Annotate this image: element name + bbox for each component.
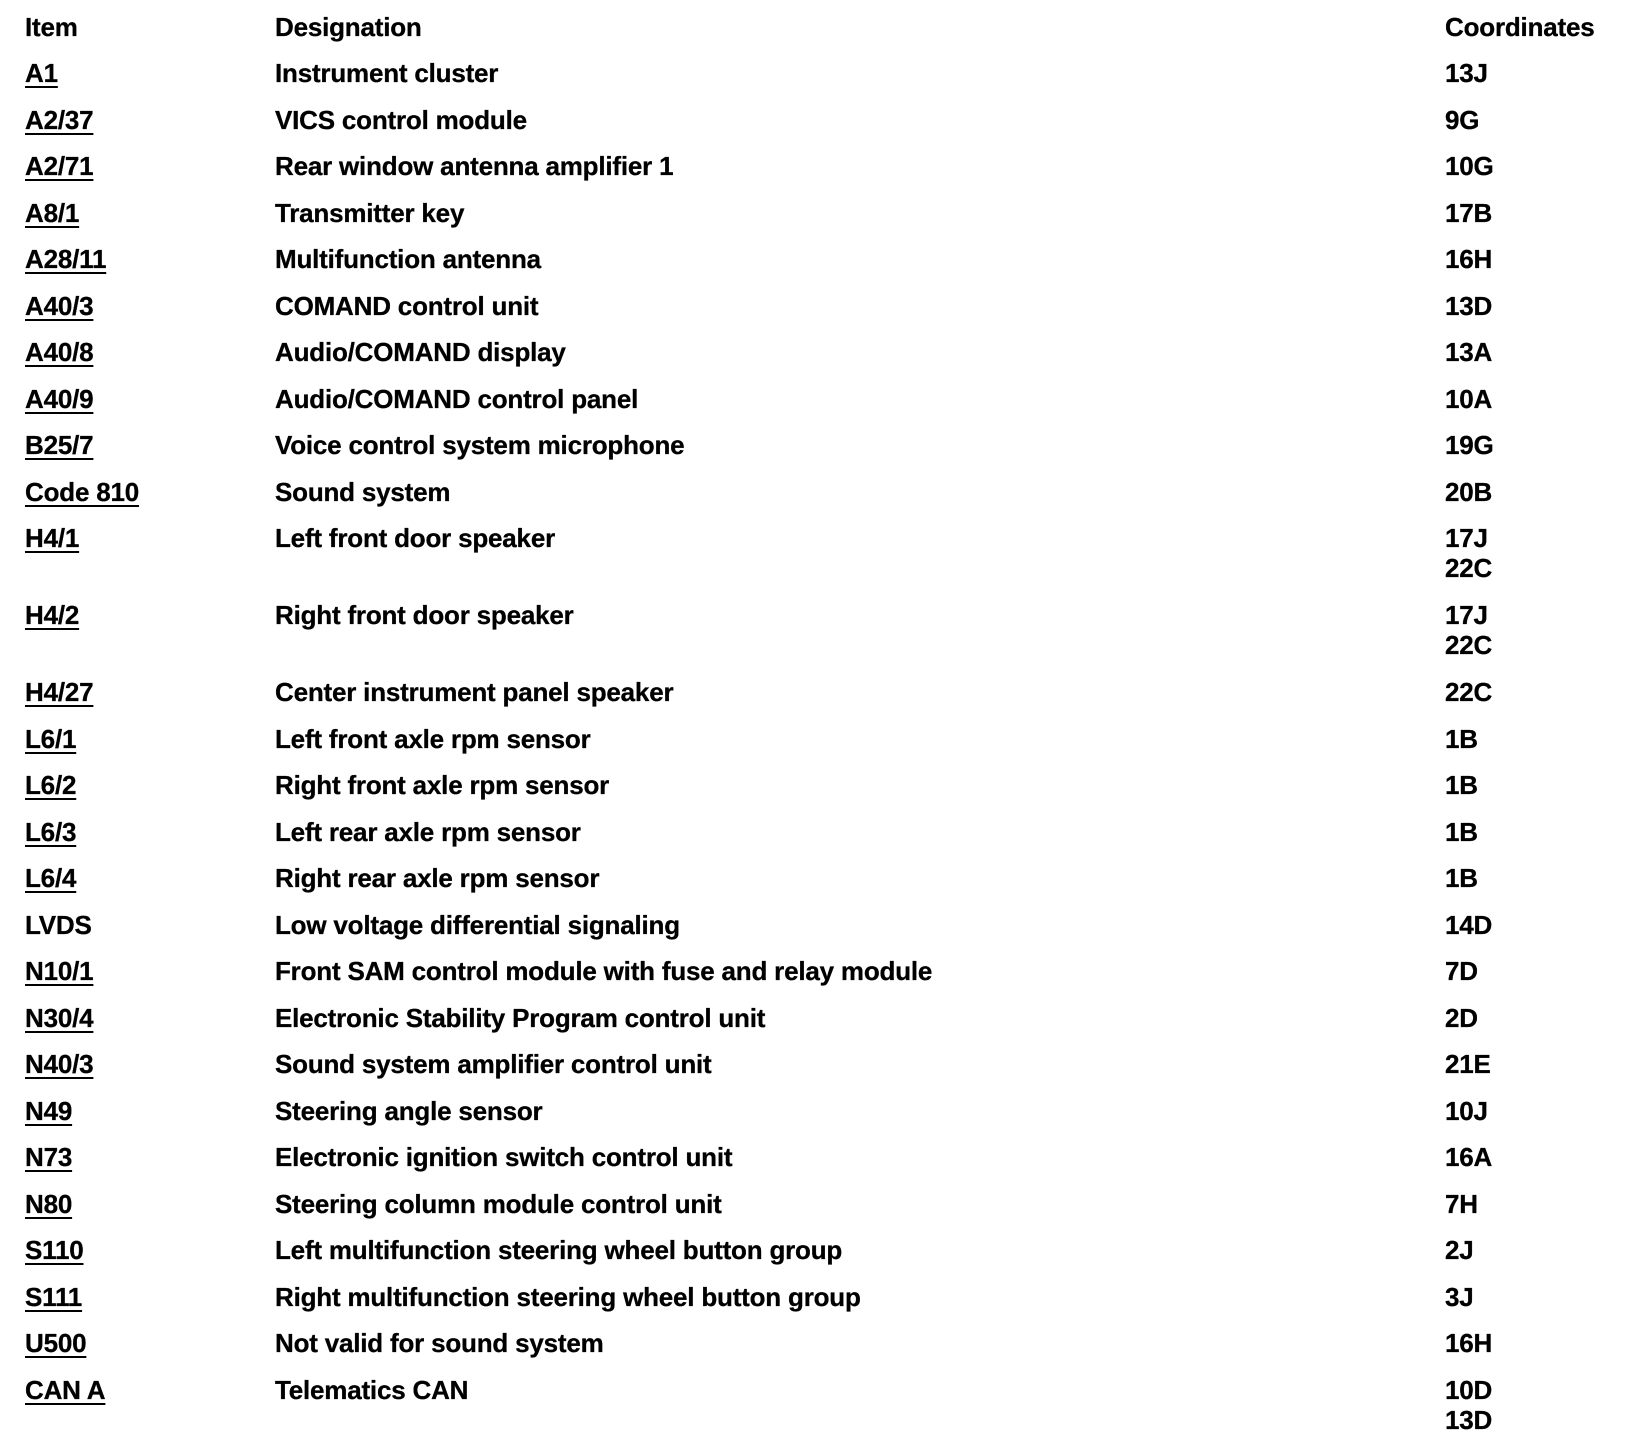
item-cell: [25, 724, 275, 754]
item-cell: [25, 770, 275, 800]
item-cell: [25, 244, 275, 274]
coordinate-value: 17J: [1445, 523, 1488, 553]
item-cell: [25, 1189, 275, 1219]
item-link[interactable]: A28/11: [25, 244, 107, 274]
coordinate-value: 1B: [1445, 816, 1478, 847]
table-row: [25, 523, 1615, 600]
designation-cell: Right front door speaker: [275, 600, 574, 630]
designation-cell: Sound system: [275, 476, 451, 507]
coordinate-value: 13J: [1445, 58, 1488, 88]
coordinates-cell: [1445, 1049, 1615, 1079]
item-cell: [25, 105, 275, 135]
designation-cell: Steering angle sensor: [275, 1095, 543, 1126]
item-cell: [25, 1049, 275, 1079]
item-cell: [25, 817, 275, 847]
coordinate-value: 1B: [1445, 863, 1478, 893]
coordinates-cell: [1445, 430, 1615, 460]
coordinate-value: 1B: [1445, 770, 1478, 800]
table-row: [25, 1282, 1615, 1329]
coordinates-cell: [1445, 863, 1615, 893]
designation-cell: Left rear axle rpm sensor: [275, 816, 581, 847]
coordinate-value: 17B: [1445, 197, 1493, 228]
designation-cell: Instrument cluster: [275, 58, 499, 88]
item-cell: [25, 863, 275, 893]
designation-cell: Audio/COMAND display: [275, 337, 566, 367]
coordinates-cell: [1445, 956, 1615, 986]
item-link[interactable]: A40/9: [25, 383, 94, 414]
item-cell: [25, 1096, 275, 1126]
item-cell: [25, 523, 275, 553]
component-legend-table: [25, 12, 1615, 1452]
designation-cell: Center instrument panel speaker: [275, 677, 674, 707]
coordinate-value: 9G: [1445, 104, 1480, 135]
header-designation: Designation: [275, 12, 422, 42]
item-cell: [25, 477, 275, 507]
coordinate-value: 1B: [1445, 723, 1478, 754]
coordinates-cell: [1445, 1142, 1615, 1172]
item-cell: [25, 58, 275, 88]
item-link[interactable]: A2/71: [25, 151, 94, 181]
designation-cell: Left multifunction steering wheel button group: [275, 1235, 843, 1265]
coordinate-value: 3J: [1445, 1281, 1474, 1312]
item-cell: [25, 1328, 275, 1358]
table-row: [25, 863, 1615, 910]
designation-cell: Electronic Stability Program control unit: [275, 1002, 766, 1033]
item-link[interactable]: L6/3: [25, 816, 77, 847]
designation-cell: Not valid for sound system: [275, 1328, 604, 1358]
item-link[interactable]: A40/3: [25, 290, 94, 321]
coordinate-value: 13A: [1445, 337, 1493, 367]
item-cell: [25, 1142, 275, 1172]
coordinates-cell: [1445, 1328, 1615, 1358]
table-row: [25, 58, 1615, 105]
item-cell: [25, 1235, 275, 1265]
table-row: [25, 1328, 1615, 1375]
item-link[interactable]: Code 810: [25, 476, 140, 507]
table-row: [25, 817, 1615, 864]
designation-cell: Sound system amplifier control unit: [275, 1049, 712, 1079]
coordinates-cell: [1445, 151, 1615, 181]
coordinates-cell: [1445, 910, 1615, 940]
table-row: [25, 291, 1615, 338]
coordinate-value: 7D: [1445, 956, 1478, 986]
coordinates-cell: [1445, 677, 1615, 707]
item-cell: [25, 198, 275, 228]
item-link[interactable]: N10/1: [25, 956, 94, 986]
coordinate-value: 13D: [1445, 1404, 1493, 1435]
item-link[interactable]: L6/1: [25, 723, 77, 754]
table-row: [25, 430, 1615, 477]
designation-cell: Right multifunction steering wheel button group: [275, 1281, 861, 1312]
coordinates-cell: [1445, 1003, 1615, 1033]
table-row: [25, 600, 1615, 677]
table-row: [25, 337, 1615, 384]
table-row: [25, 1235, 1615, 1282]
table-row: [25, 1049, 1615, 1096]
item-link[interactable]: H4/1: [25, 523, 80, 553]
coordinates-cell: [1445, 244, 1615, 274]
coordinate-value: 2D: [1445, 1002, 1478, 1033]
designation-cell: Right rear axle rpm sensor: [275, 863, 600, 893]
item-cell: [25, 1003, 275, 1033]
coordinates-cell: [1445, 523, 1615, 583]
coordinates-cell: [1445, 1235, 1615, 1265]
coordinate-value: 22C: [1445, 677, 1493, 707]
coordinates-cell: [1445, 58, 1615, 88]
table-row: [25, 477, 1615, 524]
item-cell: [25, 677, 275, 707]
coordinate-value: 22C: [1445, 630, 1493, 660]
coordinate-value: 2J: [1445, 1235, 1474, 1265]
item-link[interactable]: N73: [25, 1142, 73, 1172]
header-item: Item: [25, 12, 78, 42]
table-row: [25, 105, 1615, 152]
coordinates-cell: [1445, 384, 1615, 414]
table-body: [25, 58, 1615, 1452]
table-row: [25, 384, 1615, 431]
table-row: [25, 1096, 1615, 1143]
designation-cell: Steering column module control unit: [275, 1188, 722, 1219]
item-link[interactable]: N30/4: [25, 1002, 94, 1033]
coordinates-cell: [1445, 337, 1615, 367]
table-row: [25, 151, 1615, 198]
item-link[interactable]: U500: [25, 1328, 87, 1358]
table-row: [25, 1189, 1615, 1236]
item-link[interactable]: A40/8: [25, 337, 94, 367]
item-link[interactable]: L6/4: [25, 863, 77, 893]
item-link[interactable]: A2/37: [25, 104, 94, 135]
coordinate-value: 13D: [1445, 290, 1493, 321]
item-link[interactable]: N49: [25, 1095, 73, 1126]
designation-cell: COMAND control unit: [275, 290, 539, 321]
table-row: [25, 244, 1615, 291]
table-row: [25, 910, 1615, 957]
item-cell: [25, 430, 275, 460]
table-row: [25, 1003, 1615, 1050]
coordinate-value: 21E: [1445, 1049, 1491, 1079]
coordinate-value: 7H: [1445, 1188, 1478, 1219]
table-row: [25, 770, 1615, 817]
coordinate-value: 19G: [1445, 430, 1494, 460]
item-cell: [25, 291, 275, 321]
designation-cell: Front SAM control module with fuse and relay module: [275, 956, 933, 986]
coordinates-cell: [1445, 291, 1615, 321]
designation-cell: Left front door speaker: [275, 523, 555, 553]
coordinates-cell: [1445, 1375, 1615, 1435]
coordinates-cell: [1445, 770, 1615, 800]
coordinate-value: 10G: [1445, 151, 1494, 181]
coordinates-cell: [1445, 1096, 1615, 1126]
coordinates-cell: [1445, 600, 1615, 660]
coordinate-value: 16A: [1445, 1142, 1493, 1172]
coordinates-cell: [1445, 1282, 1615, 1312]
table-row: [25, 956, 1615, 1003]
designation-cell: Electronic ignition switch control unit: [275, 1142, 733, 1172]
coordinate-value: 10D: [1445, 1374, 1493, 1405]
table-row: [25, 1375, 1615, 1452]
designation-cell: Transmitter key: [275, 197, 465, 228]
coordinates-cell: [1445, 198, 1615, 228]
coordinate-value: 10A: [1445, 383, 1493, 414]
item-link[interactable]: H4/2: [25, 600, 80, 630]
item-link[interactable]: CAN A: [25, 1374, 106, 1405]
item-cell: [25, 956, 275, 986]
table-row: [25, 1142, 1615, 1189]
item-link[interactable]: B25/7: [25, 430, 94, 460]
item-link[interactable]: N40/3: [25, 1049, 94, 1079]
designation-cell: Multifunction antenna: [275, 244, 541, 274]
item-cell: [25, 337, 275, 367]
coordinate-value: 10J: [1445, 1095, 1488, 1126]
item-cell: [25, 600, 275, 630]
coordinates-cell: [1445, 817, 1615, 847]
item-link[interactable]: A8/1: [25, 197, 80, 228]
designation-cell: Voice control system microphone: [275, 430, 685, 460]
designation-cell: Right front axle rpm sensor: [275, 770, 610, 800]
coordinates-cell: [1445, 724, 1615, 754]
item-cell: [25, 1282, 275, 1312]
coordinate-value: 22C: [1445, 553, 1493, 583]
table-header: [25, 12, 1615, 58]
item-cell: [25, 1375, 275, 1405]
item-label: LVDS: [25, 909, 92, 940]
item-cell: [25, 384, 275, 414]
table-row: [25, 724, 1615, 771]
designation-cell: Telematics CAN: [275, 1374, 469, 1405]
item-link[interactable]: S111: [25, 1281, 83, 1312]
designation-cell: Rear window antenna amplifier 1: [275, 151, 674, 181]
item-link[interactable]: A1: [25, 58, 58, 88]
header-coordinates: Coordinates: [1445, 12, 1595, 42]
coordinates-cell: [1445, 477, 1615, 507]
coordinate-value: 14D: [1445, 909, 1493, 940]
coordinate-value: 17J: [1445, 600, 1488, 630]
item-link[interactable]: N80: [25, 1188, 73, 1219]
table-row: [25, 198, 1615, 245]
coordinate-value: 16H: [1445, 1328, 1493, 1358]
coordinate-value: 20B: [1445, 476, 1493, 507]
coordinates-cell: [1445, 105, 1615, 135]
table-row: [25, 677, 1615, 724]
item-link[interactable]: L6/2: [25, 770, 77, 800]
coordinates-cell: [1445, 1189, 1615, 1219]
designation-cell: Low voltage differential signaling: [275, 909, 680, 940]
designation-cell: VICS control module: [275, 104, 527, 135]
designation-cell: Audio/COMAND control panel: [275, 383, 639, 414]
coordinate-value: 16H: [1445, 244, 1493, 274]
item-link[interactable]: H4/27: [25, 677, 94, 707]
item-cell: [25, 910, 275, 940]
designation-cell: Left front axle rpm sensor: [275, 723, 591, 754]
item-link[interactable]: S110: [25, 1235, 84, 1265]
item-cell: [25, 151, 275, 181]
